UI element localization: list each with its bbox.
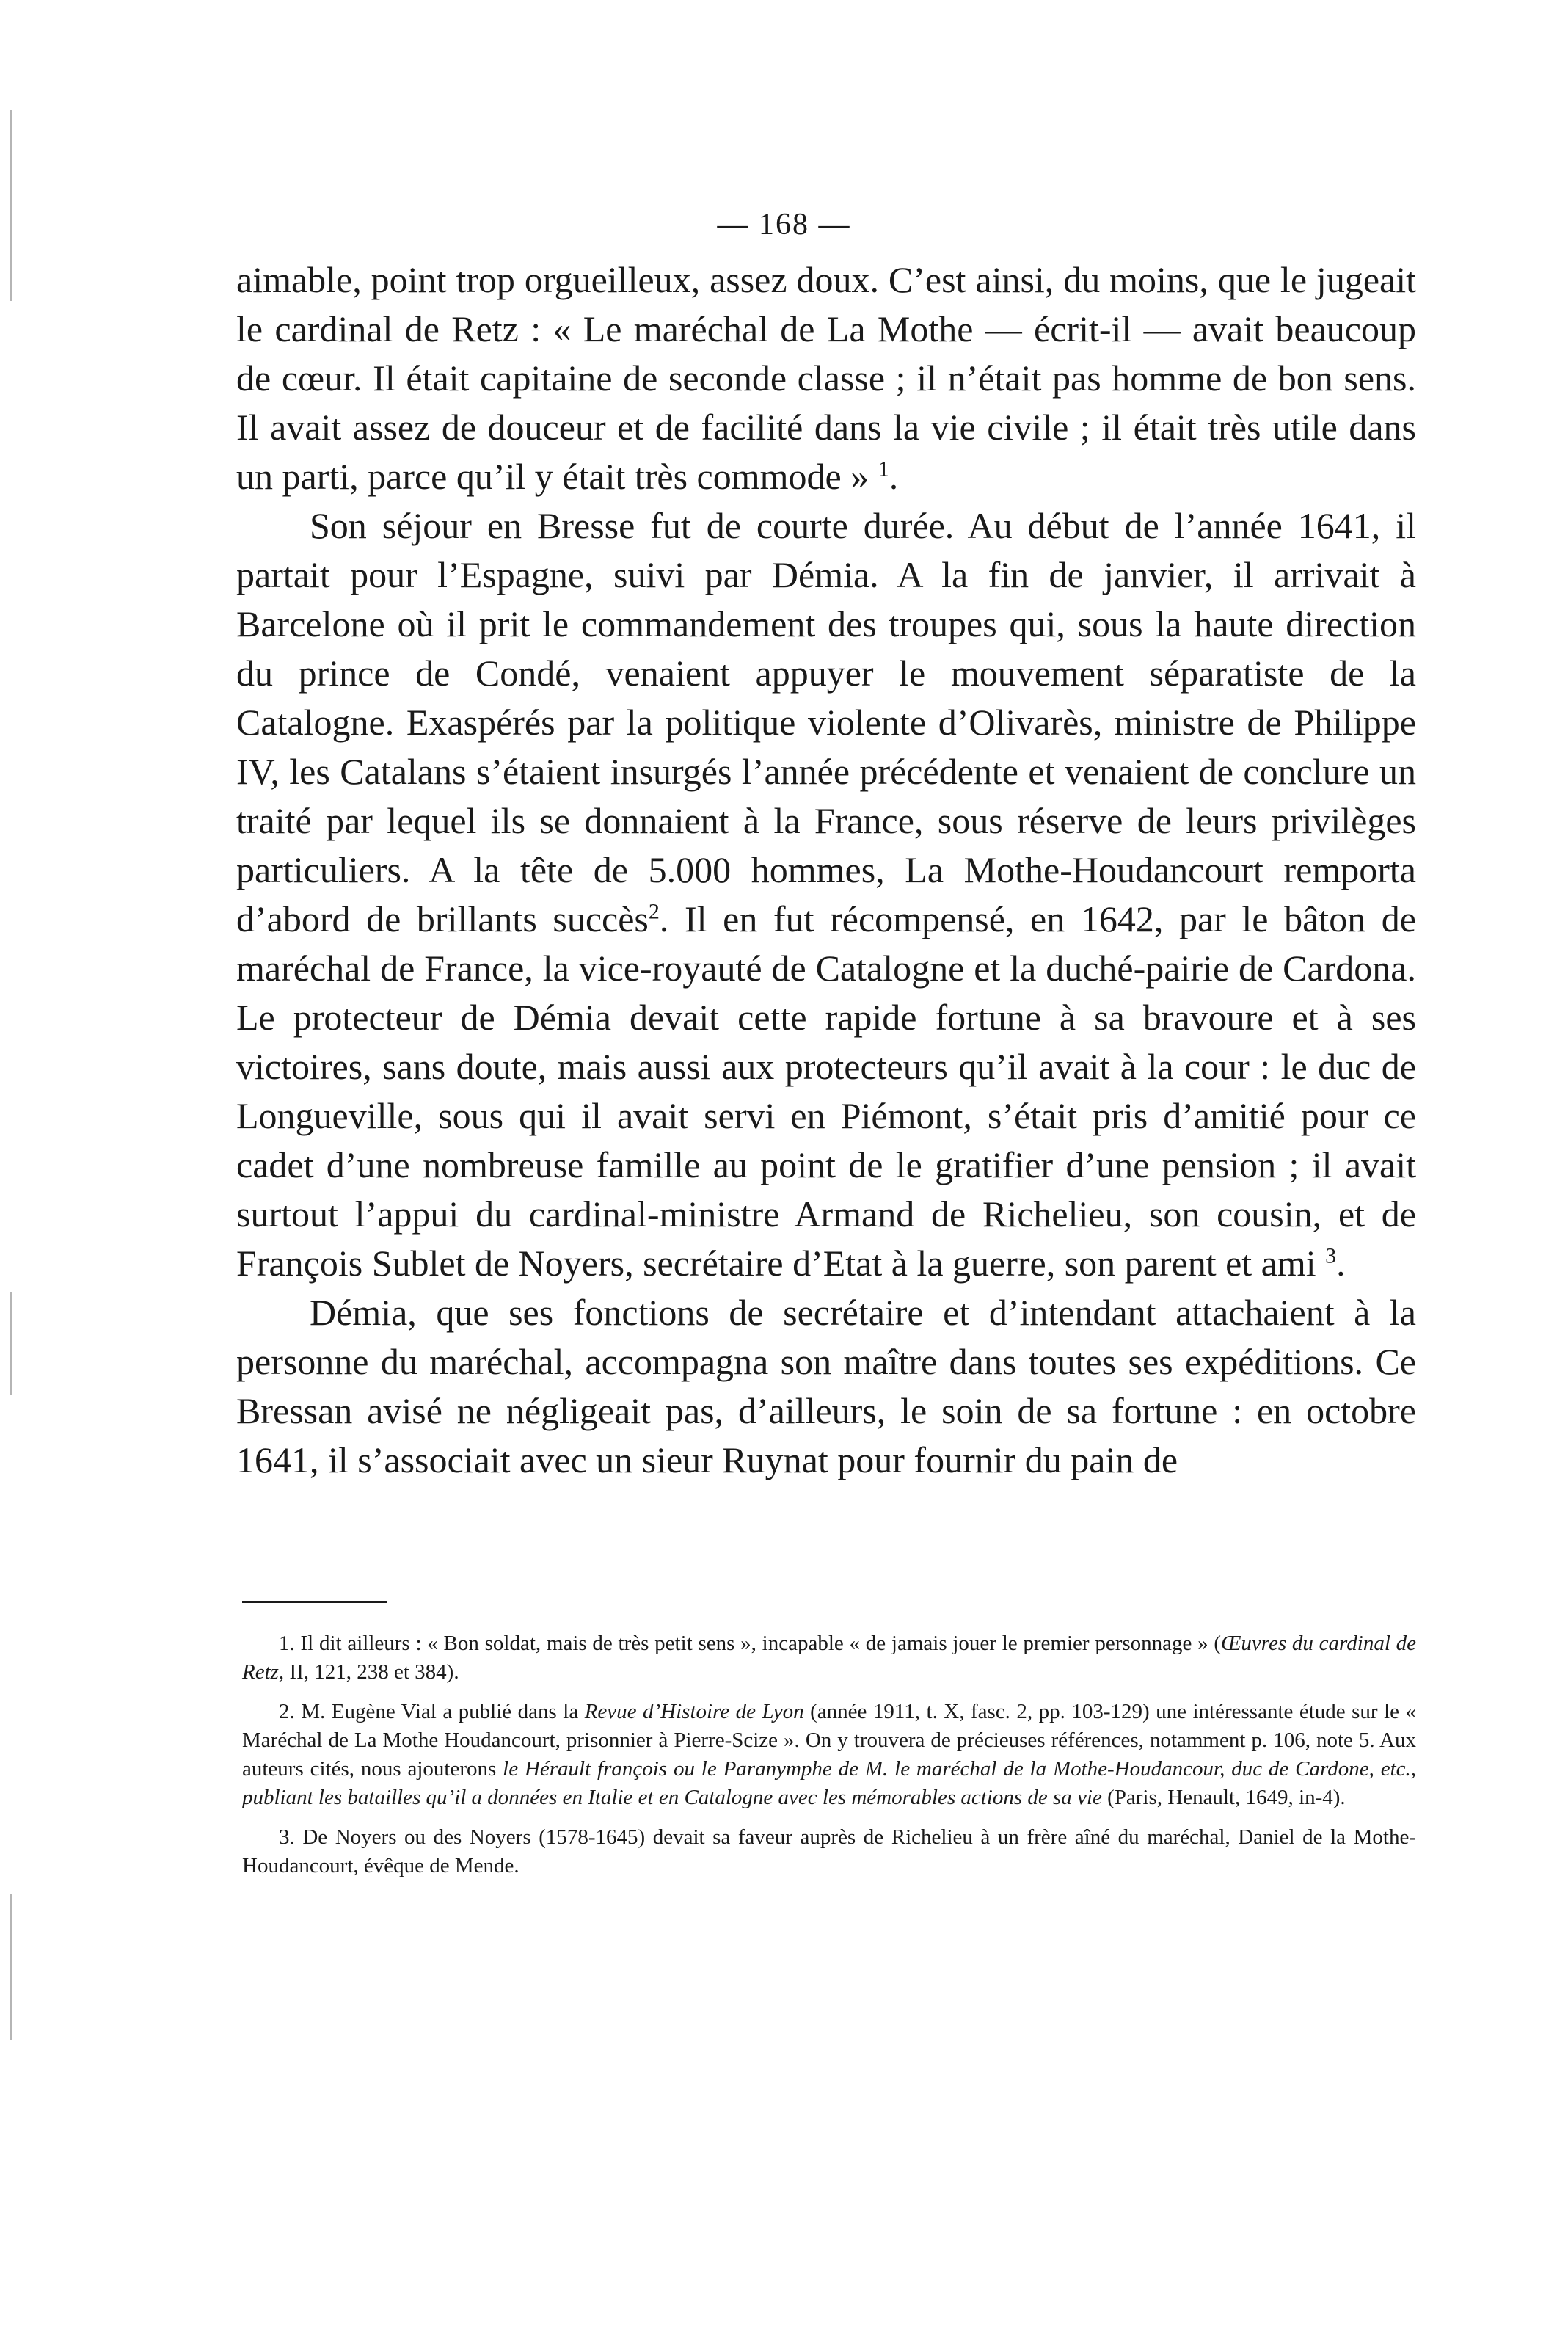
- footnote-2: 2. M. Eugène Vial a publié dans la Revue d’Histoire de Lyon (année 1911, t. X, fasc. 2, pp. 103-129) une intéressante étude sur le « Maréchal de La Mothe Houdancourt, prisonnier à Pierre-Scize ». On y trouvera de précieuses références, notamment p. 106, note 5. Aux auteurs cités, nous ajouterons le Hérault françois ou le Paranymphe de M. le maréchal de la Mothe-Houdancour, duc de Cardone, etc., publiant les batailles qu’il a données en Italie et en Catalogne avec les mémorables actions de sa vie (Paris, Henault, 1649, in-4).: [242, 1700, 1416, 1809]
- scan-edge-mark: [10, 1894, 12, 2040]
- footnote-ref-1[interactable]: 1: [878, 457, 889, 481]
- paragraph-2: Son séjour en Bresse fut de courte durée. Au début de l’année 1641, il partait pour l’Espagne, suivi par Démia. A la fin de janvier, il arrivait à Barcelone où il prit le commandement des troupes qui, sous la haute direction du prince de Condé, venaient appuyer le mouvement séparatiste de la Catalogne. Exaspérés par la politique violente d’Olivarès, ministre de Philippe IV, les Catalans s’étaient insurgés l’année précédente et venaient de conclure un traité par lequel ils se donnaient à la France, sous réserve de leurs privilèges particuliers. A la tête de 5.000 hommes, La Mothe-Houdancourt remporta d’abord de brillants succès$^2$. Il en fut récompensé, en 1642, par le bâton de maréchal de France, la vice-royauté de Catalogne et la duché-pairie de Cardona. Le protecteur de Démia devait cette rapide fortune à sa bravoure et à ses victoires, sans doute, mais aussi aux protecteurs qu’il avait à la cour : le duc de Longueville, sous qui il avait servi en Piémont, s’était pris d’amitié pour ce cadet d’une nombreuse famille au point de le gratifier d’une pension ; il avait surtout l’appui du cardinal-ministre Armand de Richelieu, son cousin, et de François Sublet de Noyers, secrétaire d’Etat à la guerre, son parent et ami $^3$.: [236, 505, 1417, 1284]
- footnote-separator: [242, 1601, 387, 1603]
- page-number: — 168 —: [717, 208, 851, 241]
- footnote-3: 3. De Noyers ou des Noyers (1578-1645) devait sa faveur auprès de Richelieu à un frère aîné du maréchal, Daniel de la Mothe-Houdancourt, évêque de Mende.: [242, 1825, 1416, 1877]
- footnotes: [242, 1629, 1416, 1891]
- footnote-1: 1. Il dit ailleurs : « Bon soldat, mais de très petit sens », incapable « de jamais jouer le premier personnage » (Œuvres du cardinal de Retz, II, 121, 238 et 384).: [242, 1632, 1417, 1684]
- footnote-ref-3[interactable]: 3: [1325, 1243, 1337, 1268]
- scan-edge-mark: [10, 110, 12, 301]
- scan-edge-mark: [10, 1292, 12, 1395]
- paragraph-1: aimable, point trop orgueilleux, assez doux. C’est ainsi, du moins, que le jugeait le cardinal de Retz : « Le maréchal de La Mothe — écrit-il — avait beaucoup de cœur. Il était capitaine de seconde classe ; il n’était pas homme de bon sens. Il avait assez de douceur et de facilité dans la vie civile ; il était très utile dans un parti, parce qu’il y était très commode » $^1$.: [236, 259, 1416, 497]
- main-text: [236, 255, 1416, 1485]
- footnote-ref-2[interactable]: 2: [648, 899, 660, 924]
- paragraph-3: Démia, que ses fonctions de secrétaire et d’intendant attachaient à la personne du maréchal, accompagna son maître dans toutes ses expéditions. Ce Bressan avisé ne négligeait pas, d’ailleurs, le soin de sa fortune : en octobre 1641, il s’associait avec un sieur Ruynat pour fournir du pain de: [236, 1292, 1416, 1480]
